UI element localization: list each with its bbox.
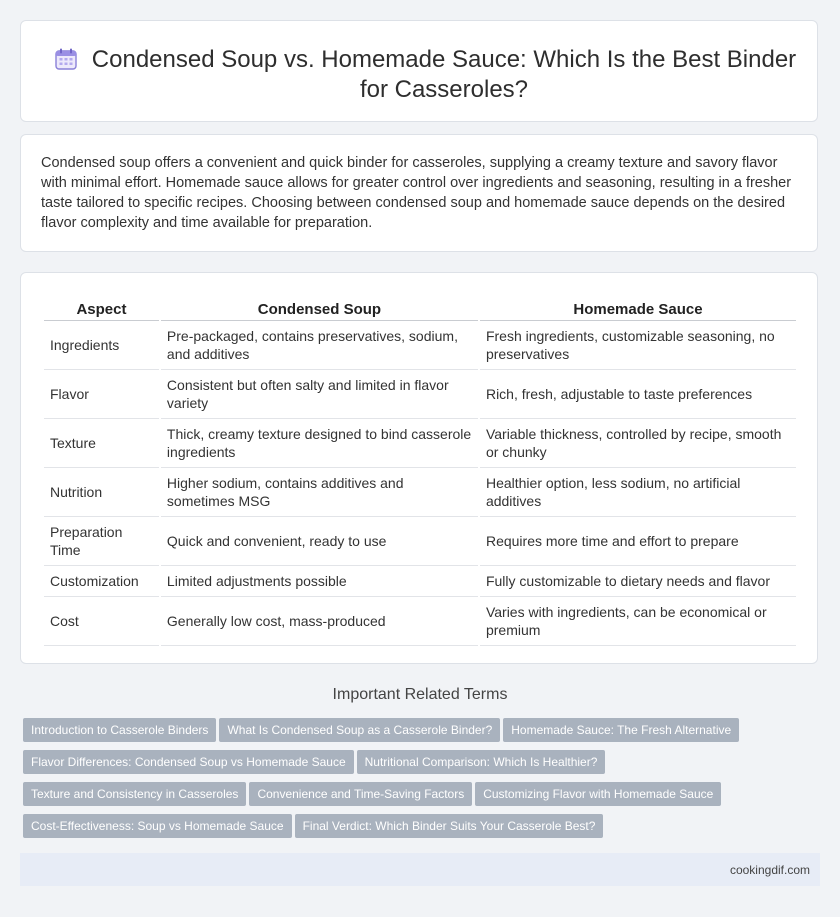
aspect-cell: Ingredients <box>44 321 159 370</box>
intro-paragraph: Condensed soup offers a convenient and quick binder for casseroles, supplying a creamy texture and savory flavor with minimal effort. Homemade sauce allows for greater control over ingredients and seasoning, resulting in a fresher taste tailored to specific recipes. Choosing between condensed soup and homemade sauce depends on the desired flavor complexity and time available for preparation. <box>41 155 792 231</box>
homemade-sauce-cell: Healthier option, less sodium, no artificial additives <box>480 468 796 517</box>
related-term-tag[interactable]: Flavor Differences: Condensed Soup vs Homemade Sauce <box>23 750 354 774</box>
homemade-sauce-cell: Varies with ingredients, can be economical or premium <box>480 597 796 646</box>
intro-card <box>20 134 818 252</box>
homemade-sauce-cell: Rich, fresh, adjustable to taste preferences <box>480 370 796 419</box>
header-homemade-sauce: Homemade Sauce <box>480 295 796 321</box>
condensed-soup-cell: Quick and convenient, ready to use <box>161 517 478 566</box>
calendar-icon <box>54 47 78 71</box>
condensed-soup-cell: Consistent but often salty and limited in flavor variety <box>161 370 478 419</box>
title-card <box>20 20 818 122</box>
footer-site-link[interactable]: cookingdif.com <box>729 863 810 877</box>
related-term-tag[interactable]: What Is Condensed Soup as a Casserole Binder? <box>219 718 500 742</box>
table-row <box>44 321 796 370</box>
related-term-tag[interactable]: Texture and Consistency in Casseroles <box>23 782 246 806</box>
homemade-sauce-cell: Requires more time and effort to prepare <box>480 517 796 566</box>
table-row <box>44 468 796 517</box>
related-term-tag[interactable]: Convenience and Time-Saving Factors <box>249 782 472 806</box>
related-term-tag[interactable]: Homemade Sauce: The Fresh Alternative <box>503 718 739 742</box>
related-term-tag[interactable]: Cost-Effectiveness: Soup vs Homemade Sauce <box>23 814 292 838</box>
condensed-soup-cell: Pre-packaged, contains preservatives, sodium, and additives <box>161 321 478 370</box>
comparison-table <box>42 295 798 646</box>
aspect-cell: Cost <box>44 597 159 646</box>
condensed-soup-cell: Higher sodium, contains additives and sometimes MSG <box>161 468 478 517</box>
table-row <box>44 597 796 646</box>
related-term-tag[interactable]: Nutritional Comparison: Which Is Healthier? <box>357 750 606 774</box>
aspect-cell: Preparation Time <box>44 517 159 566</box>
related-term-tag[interactable]: Introduction to Casserole Binders <box>23 718 216 742</box>
table-row <box>44 370 796 419</box>
table-row <box>44 419 796 468</box>
comparison-card <box>20 272 818 664</box>
header-condensed-soup: Condensed Soup <box>161 295 478 321</box>
condensed-soup-cell: Generally low cost, mass-produced <box>161 597 478 646</box>
table-row <box>44 566 796 597</box>
homemade-sauce-cell: Variable thickness, controlled by recipe, smooth or chunky <box>480 419 796 468</box>
footer <box>20 853 820 886</box>
homemade-sauce-cell: Fresh ingredients, customizable seasoning, no preservatives <box>480 321 796 370</box>
aspect-cell: Nutrition <box>44 468 159 517</box>
table-row <box>44 517 796 566</box>
table-header-row <box>44 295 796 321</box>
related-terms-list <box>23 718 823 846</box>
condensed-soup-cell: Limited adjustments possible <box>161 566 478 597</box>
condensed-soup-cell: Thick, creamy texture designed to bind casserole ingredients <box>161 419 478 468</box>
related-term-tag[interactable]: Final Verdict: Which Binder Suits Your Casserole Best? <box>295 814 604 838</box>
aspect-cell: Texture <box>44 419 159 468</box>
related-term-tag[interactable]: Customizing Flavor with Homemade Sauce <box>475 782 721 806</box>
page-title: Condensed Soup vs. Homemade Sauce: Which Is the Best Binder for Casseroles? <box>91 46 797 103</box>
related-terms-heading: Important Related Terms <box>332 686 508 703</box>
header-aspect: Aspect <box>44 295 159 321</box>
aspect-cell: Customization <box>44 566 159 597</box>
homemade-sauce-cell: Fully customizable to dietary needs and flavor <box>480 566 796 597</box>
aspect-cell: Flavor <box>44 370 159 419</box>
